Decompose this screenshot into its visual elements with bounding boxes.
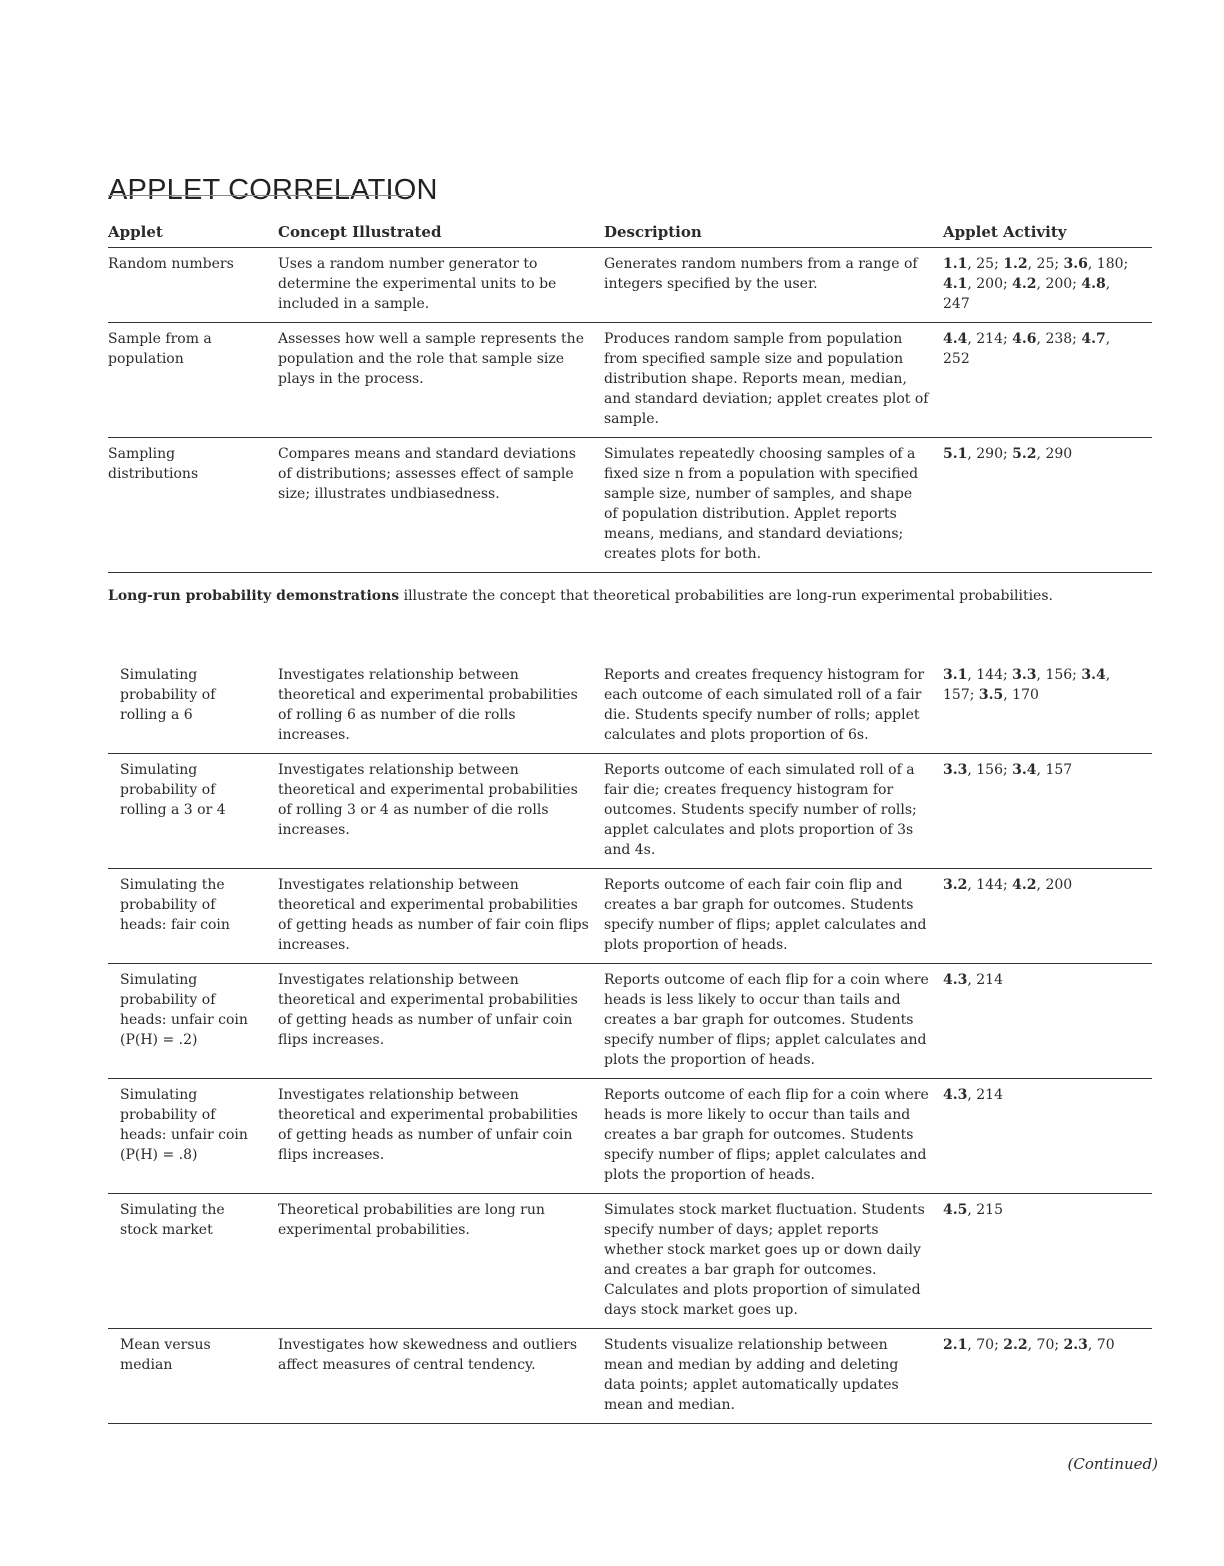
table-row <box>108 1079 1152 1194</box>
applet-table-bottom <box>108 659 1152 1424</box>
activity-ref: 3.2 <box>943 877 968 893</box>
activity-ref: 4.3 <box>943 972 968 988</box>
activity-ref: 4.6 <box>1012 331 1037 347</box>
activity-page: 290 <box>1045 446 1073 462</box>
concept-cell: Investigates relationship between theoretical and experimental probabilities of getting heads as number of unfair coin flips increases. <box>278 1079 604 1194</box>
note-text: illustrate the concept that theoretical probabilities are long-run experimental probabilities. <box>399 588 1053 604</box>
activity-page: 25 <box>1036 256 1055 272</box>
applet-cell: Simulating probability of rolling a 3 or 4 <box>108 754 278 869</box>
applet-cell: Simulating probability of heads: unfair coin (P(H) = .2) <box>108 964 278 1079</box>
activity-ref: 2.3 <box>1063 1337 1088 1353</box>
description-cell: Reports outcome of each simulated roll of a fair die; creates frequency histogram for outcomes. Students specify number of rolls; applet calculates and plots proportion of 3s and 4s. <box>604 754 943 869</box>
activity-ref: 3.1 <box>943 667 968 683</box>
activity-ref: 4.2 <box>1012 276 1037 292</box>
activity-page: 200 <box>1045 877 1073 893</box>
concept-cell: Investigates how skewedness and outliers affect measures of central tendency. <box>278 1329 604 1424</box>
activity-ref: 3.4 <box>1012 762 1037 778</box>
applet-table-top <box>108 218 1152 573</box>
activity-page: 180 <box>1096 256 1124 272</box>
activity-ref: 4.5 <box>943 1202 968 1218</box>
activity-ref: 5.2 <box>1012 446 1037 462</box>
activity-ref: 1.2 <box>1003 256 1028 272</box>
activity-page: 144 <box>976 877 1003 893</box>
activity-page: 25 <box>976 256 995 272</box>
activity-page: 157 <box>943 687 970 703</box>
title-underline <box>108 195 412 196</box>
activity-page: 200 <box>1045 276 1073 292</box>
table-row <box>108 323 1152 438</box>
applet-cell: Simulating probability of rolling a 6 <box>108 659 278 754</box>
activity-cell: 3.2, 144; 4.2, 200 <box>943 869 1152 964</box>
description-cell: Students visualize relationship between mean and median by adding and deleting data points; applet automatically updates mean and median. <box>604 1329 943 1424</box>
activity-page: 214 <box>976 972 1003 988</box>
table-row <box>108 438 1152 573</box>
bottom-table-body <box>108 659 1152 1424</box>
activity-ref: 3.4 <box>1081 667 1106 683</box>
activity-ref: 5.1 <box>943 446 968 462</box>
table-row <box>108 869 1152 964</box>
description-cell: Reports outcome of each flip for a coin where heads is less likely to occur than tails and creates a bar graph for outcomes. Students specify number of flips; applet calculates and plots the proportion of heads. <box>604 964 943 1079</box>
activity-cell: 5.1, 290; 5.2, 290 <box>943 438 1152 573</box>
activity-page: 144 <box>976 667 1003 683</box>
activity-cell: 2.1, 70; 2.2, 70; 2.3, 70 <box>943 1329 1152 1424</box>
activity-ref: 4.8 <box>1081 276 1106 292</box>
header-activity: Applet Activity <box>943 218 1152 248</box>
page-title: APPLET CORRELATION <box>108 174 438 207</box>
top-table-body <box>108 248 1152 573</box>
long-run-note <box>108 586 1152 606</box>
note-bold: Long-run probability demonstrations <box>108 588 400 604</box>
activity-page: 252 <box>943 351 970 367</box>
activity-cell: 1.1, 25; 1.2, 25; 3.6, 180; 4.1, 200; 4.2, 200; 4.8, 247 <box>943 248 1152 323</box>
activity-page: 156 <box>1045 667 1073 683</box>
activity-page: 247 <box>943 296 970 312</box>
activity-page: 290 <box>976 446 1003 462</box>
activity-page: 157 <box>1045 762 1073 778</box>
activity-cell: 4.5, 215 <box>943 1194 1152 1329</box>
activity-cell: 3.3, 156; 3.4, 157 <box>943 754 1152 869</box>
activity-ref: 4.3 <box>943 1087 968 1103</box>
concept-cell: Investigates relationship between theoretical and experimental probabilities of rolling 6 as number of die rolls increases. <box>278 659 604 754</box>
activity-ref: 4.1 <box>943 276 968 292</box>
activity-ref: 4.4 <box>943 331 968 347</box>
concept-cell: Investigates relationship between theoretical and experimental probabilities of rolling 3 or 4 as number of die rolls increases. <box>278 754 604 869</box>
activity-ref: 3.3 <box>943 762 968 778</box>
activity-ref: 3.3 <box>1012 667 1037 683</box>
table-row <box>108 1194 1152 1329</box>
header-description: Description <box>604 218 943 248</box>
description-cell: Simulates stock market fluctuation. Students specify number of days; applet reports whether stock market goes up or down daily and creates a bar graph for outcomes. Calculates and plots proportion of simulated days stock market goes up. <box>604 1194 943 1329</box>
applet-cell: Mean versus median <box>108 1329 278 1424</box>
continued-label: (Continued) <box>1067 1455 1158 1473</box>
activity-page: 214 <box>976 331 1003 347</box>
activity-page: 70 <box>976 1337 995 1353</box>
activity-ref: 3.6 <box>1063 256 1088 272</box>
description-cell: Reports and creates frequency histogram for each outcome of each simulated roll of a fair die. Students specify number of rolls; applet calculates and plots proportion of 6s. <box>604 659 943 754</box>
description-cell: Produces random sample from population from specified sample size and population distribution shape. Reports mean, median, and standard deviation; applet creates plot of sample. <box>604 323 943 438</box>
concept-cell: Theoretical probabilities are long run experimental probabilities. <box>278 1194 604 1329</box>
table-row <box>108 248 1152 323</box>
activity-page: 156 <box>976 762 1003 778</box>
description-cell: Simulates repeatedly choosing samples of a fixed size n from a population with specified sample size, number of samples, and shape of population distribution. Applet reports means, medians, and standard deviations; creates plots for both. <box>604 438 943 573</box>
concept-cell: Uses a random number generator to determine the experimental units to be included in a sample. <box>278 248 604 323</box>
applet-cell: Sample from a population <box>108 323 278 438</box>
activity-page: 70 <box>1096 1337 1115 1353</box>
concept-cell: Compares means and standard deviations of distributions; assesses effect of sample size; illustrates undbiasedness. <box>278 438 604 573</box>
concept-cell: Assesses how well a sample represents the population and the role that sample size plays in the process. <box>278 323 604 438</box>
activity-ref: 4.2 <box>1012 877 1037 893</box>
activity-page: 200 <box>976 276 1003 292</box>
applet-cell: Simulating the probability of heads: fair coin <box>108 869 278 964</box>
applet-cell: Random numbers <box>108 248 278 323</box>
table-row <box>108 754 1152 869</box>
activity-page: 238 <box>1045 331 1073 347</box>
table-row <box>108 1329 1152 1424</box>
header-applet: Applet <box>108 218 278 248</box>
concept-cell: Investigates relationship between theoretical and experimental probabilities of getting heads as number of unfair coin flips increases. <box>278 964 604 1079</box>
description-cell: Reports outcome of each flip for a coin where heads is more likely to occur than tails and creates a bar graph for outcomes. Students specify number of flips; applet calculates and plots the proportion of heads. <box>604 1079 943 1194</box>
applet-cell: Simulating probability of heads: unfair coin (P(H) = .8) <box>108 1079 278 1194</box>
activity-page: 170 <box>1012 687 1039 703</box>
activity-ref: 2.2 <box>1003 1337 1028 1353</box>
applet-cell: Sampling distributions <box>108 438 278 573</box>
activity-cell: 4.3, 214 <box>943 964 1152 1079</box>
table-row <box>108 659 1152 754</box>
description-cell: Reports outcome of each fair coin flip and creates a bar graph for outcomes. Students specify number of flips; applet calculates and plots proportion of heads. <box>604 869 943 964</box>
activity-cell: 4.3, 214 <box>943 1079 1152 1194</box>
activity-page: 70 <box>1036 1337 1055 1353</box>
activity-cell: 4.4, 214; 4.6, 238; 4.7, 252 <box>943 323 1152 438</box>
table-row <box>108 964 1152 1079</box>
activity-ref: 1.1 <box>943 256 968 272</box>
activity-page: 214 <box>976 1087 1003 1103</box>
activity-page: 215 <box>976 1202 1003 1218</box>
activity-ref: 4.7 <box>1081 331 1106 347</box>
description-cell: Generates random numbers from a range of integers specified by the user. <box>604 248 943 323</box>
activity-ref: 2.1 <box>943 1337 968 1353</box>
header-concept: Concept Illustrated <box>278 218 604 248</box>
activity-ref: 3.5 <box>978 687 1004 703</box>
concept-cell: Investigates relationship between theoretical and experimental probabilities of getting heads as number of fair coin flips increases. <box>278 869 604 964</box>
applet-cell: Simulating the stock market <box>108 1194 278 1329</box>
activity-cell: 3.1, 144; 3.3, 156; 3.4, 157; 3.5, 170 <box>943 659 1152 754</box>
header-row <box>108 218 1152 248</box>
